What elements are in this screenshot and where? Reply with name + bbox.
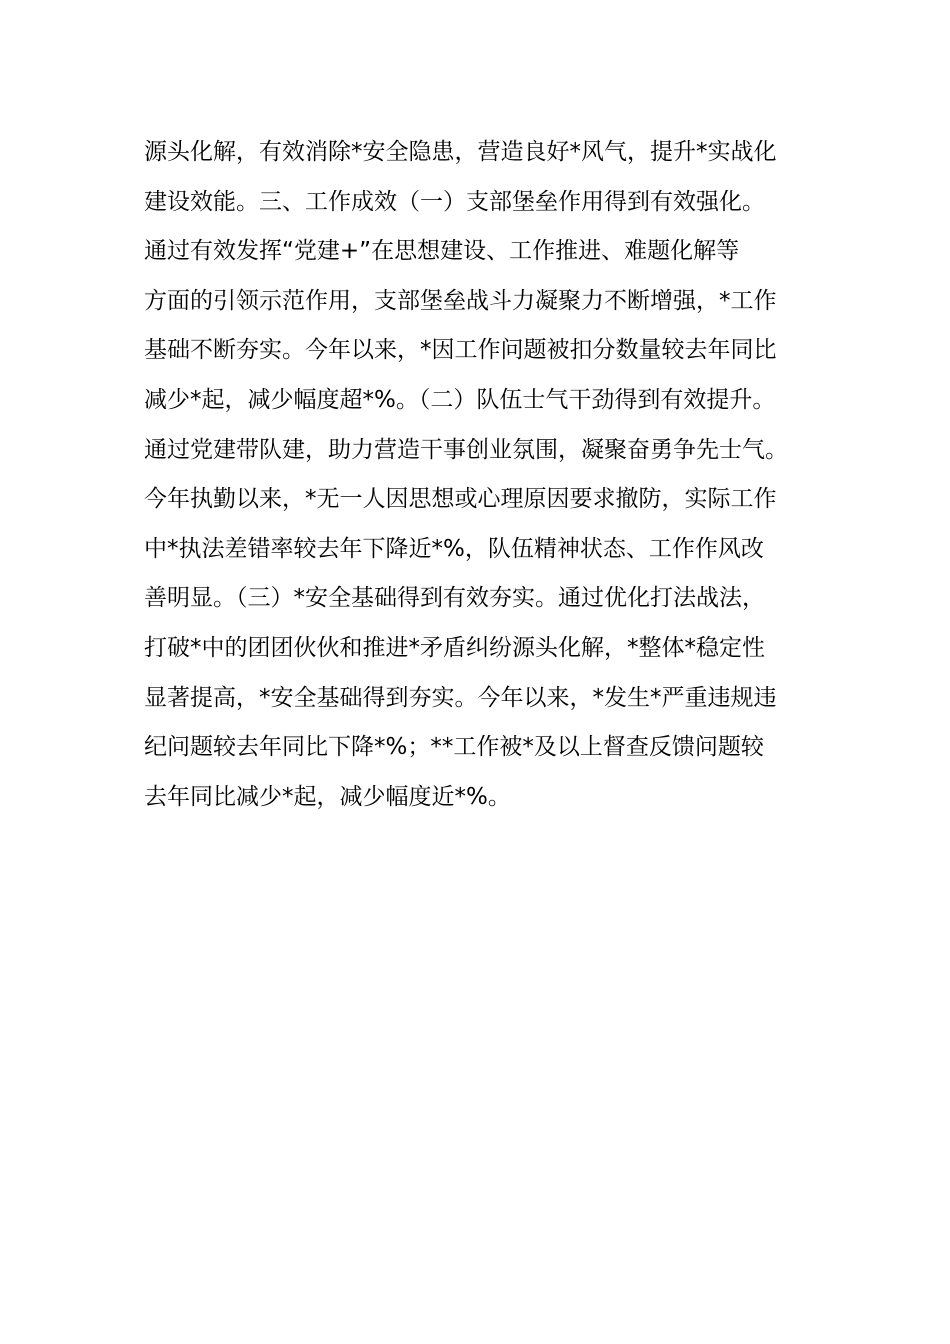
text-line: 减少*起，减少幅度超*%。（二）队伍士气干劲得到有效提升。	[144, 386, 776, 413]
text-line: 显著提高，*安全基础得到夯实。今年以来，*发生*严重违规违	[144, 684, 777, 711]
text-line: 通过党建带队建，助力营造干事创业氛围，凝聚奋勇争先士气。	[144, 436, 788, 463]
text-line: 善明显。（三）*安全基础得到有效夯实。通过优化打法战法，	[144, 585, 765, 612]
body-paragraph	[144, 128, 844, 822]
text-line: 打破*中的团团伙伙和推进*矛盾纠纷源头化解，*整体*稳定性	[144, 634, 765, 661]
text-line: 中*执法差错率较去年下降近*%，队伍精神状态、工作作风改	[144, 535, 764, 562]
text-line: 通过有效发挥“党建+”在思想建设、工作推进、难题化解等	[144, 238, 740, 265]
text-line: 纪问题较去年同比下降*%；**工作被*及以上督查反馈问题较	[144, 734, 764, 761]
text-line: 源头化解，有效消除*安全隐患，营造良好*风气，提升*实战化	[144, 139, 777, 165]
text-line: 建设效能。三、工作成效（一）支部堡垒作用得到有效强化。	[144, 188, 765, 215]
text-line: 方面的引领示范作用，支部堡垒战斗力凝聚力不断增强，*工作	[144, 287, 777, 314]
text-line: 基础不断夯实。今年以来，*因工作问题被扣分数量较去年同比	[144, 337, 777, 364]
text-line: 今年执勤以来，*无一人因思想或心理原因要求撤防，实际工作	[144, 486, 777, 513]
text-line: 去年同比减少*起，减少幅度近*%。	[144, 783, 511, 810]
